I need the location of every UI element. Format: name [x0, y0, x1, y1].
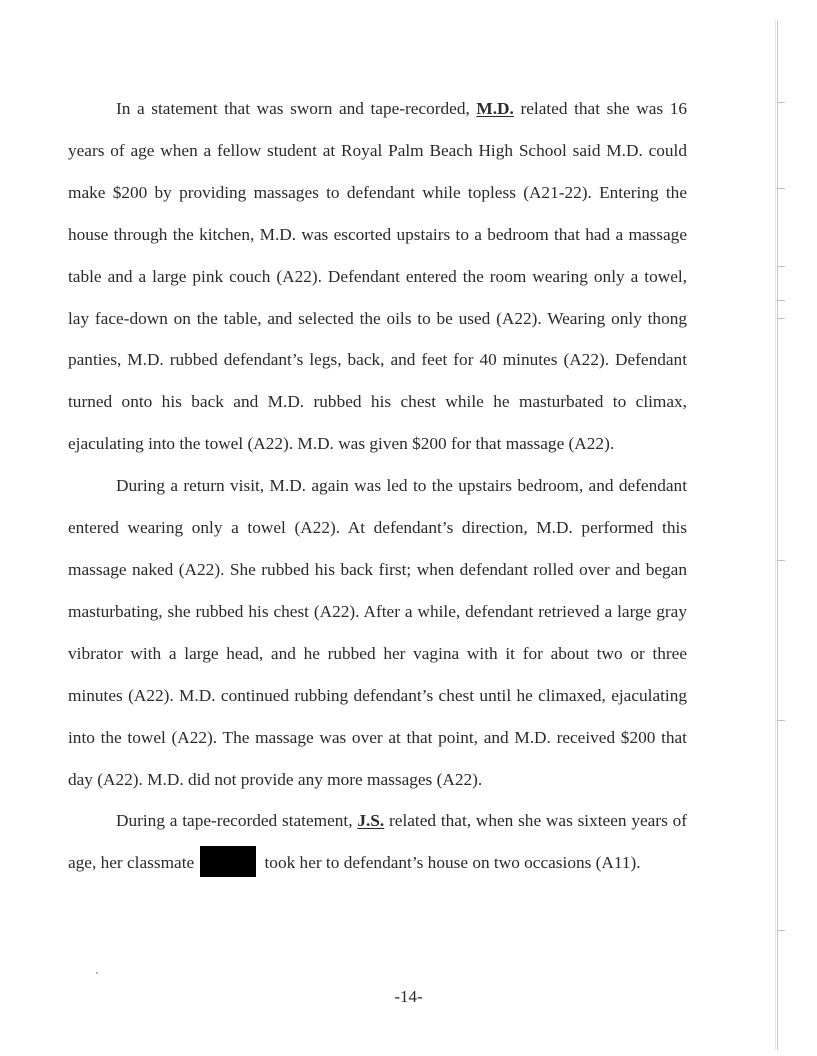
witness-name-js: J.S. [357, 811, 385, 831]
body-text [68, 88, 687, 884]
scan-edge-tick [777, 102, 785, 103]
page-number: -14- [394, 987, 423, 1006]
scan-edge-tick [777, 560, 785, 561]
scan-edge-tick [777, 300, 785, 301]
scan-edge-tick [777, 266, 785, 267]
paragraph-text: related that she was 16 years of age when a fellow student at Royal Palm Beach High School said M.D. could make $200 by providing massages to defendant while topless (A21-22). Entering the house through the kitchen, M.D. was escorted upstairs to a bedroom that had a massage table and a large pink couch (A22). Defendant entered the room wearing only a towel, lay face-down on the table, and selected the oils to be used (A22). Wearing only thong panties, M.D. rubbed defendant’s legs, back, and feet for 40 minutes (A22). Defendant turned onto his back and M.D. rubbed his chest while he masturbated to climax, ejaculating into the towel (A22). M.D. was given $200 for that massage (A22). [68, 99, 688, 454]
scan-edge-tick [777, 188, 785, 189]
paragraph-text: took her to defendant’s house on two occasions (A11). [260, 853, 641, 873]
scan-speck [96, 972, 98, 974]
scan-edge-line-faint [775, 20, 776, 1050]
paragraph-return-visit [68, 465, 687, 800]
paragraph-text: related that, when she was sixteen years of age, her classmate [68, 811, 687, 873]
witness-name-md: M.D. [476, 99, 514, 118]
scan-edge-line [777, 20, 778, 1050]
paragraph-md-statement [68, 88, 687, 465]
paragraph-js-statement [68, 800, 687, 884]
paragraph-text: During a return visit, M.D. again was led to the upstairs bedroom, and defendant entered wearing only a towel (A22). At defendant’s direction, M.D. performed this massage naked (A22). She rubbed his back first; when defendant rolled over and began masturbating, she rubbed his chest (A22). After a while, defendant retrieved a large gray vibrator with a large head, and he rubbed her vagina with it for about two or three minutes (A22). M.D. continued rubbing defendant’s chest until he climaxed, ejaculating into the towel (A22). The massage was over at that point, and M.D. received $200 that day (A22). M.D. did not provide any more massages (A22). [68, 476, 687, 789]
scan-edge-tick [777, 720, 785, 721]
redaction-box [200, 846, 256, 877]
scan-edge-tick [777, 930, 785, 931]
paragraph-text: In a statement that was sworn and tape-recorded, [116, 99, 477, 118]
paragraph-text: During a tape-recorded statement, [116, 811, 358, 831]
scan-edge-tick [777, 318, 785, 319]
